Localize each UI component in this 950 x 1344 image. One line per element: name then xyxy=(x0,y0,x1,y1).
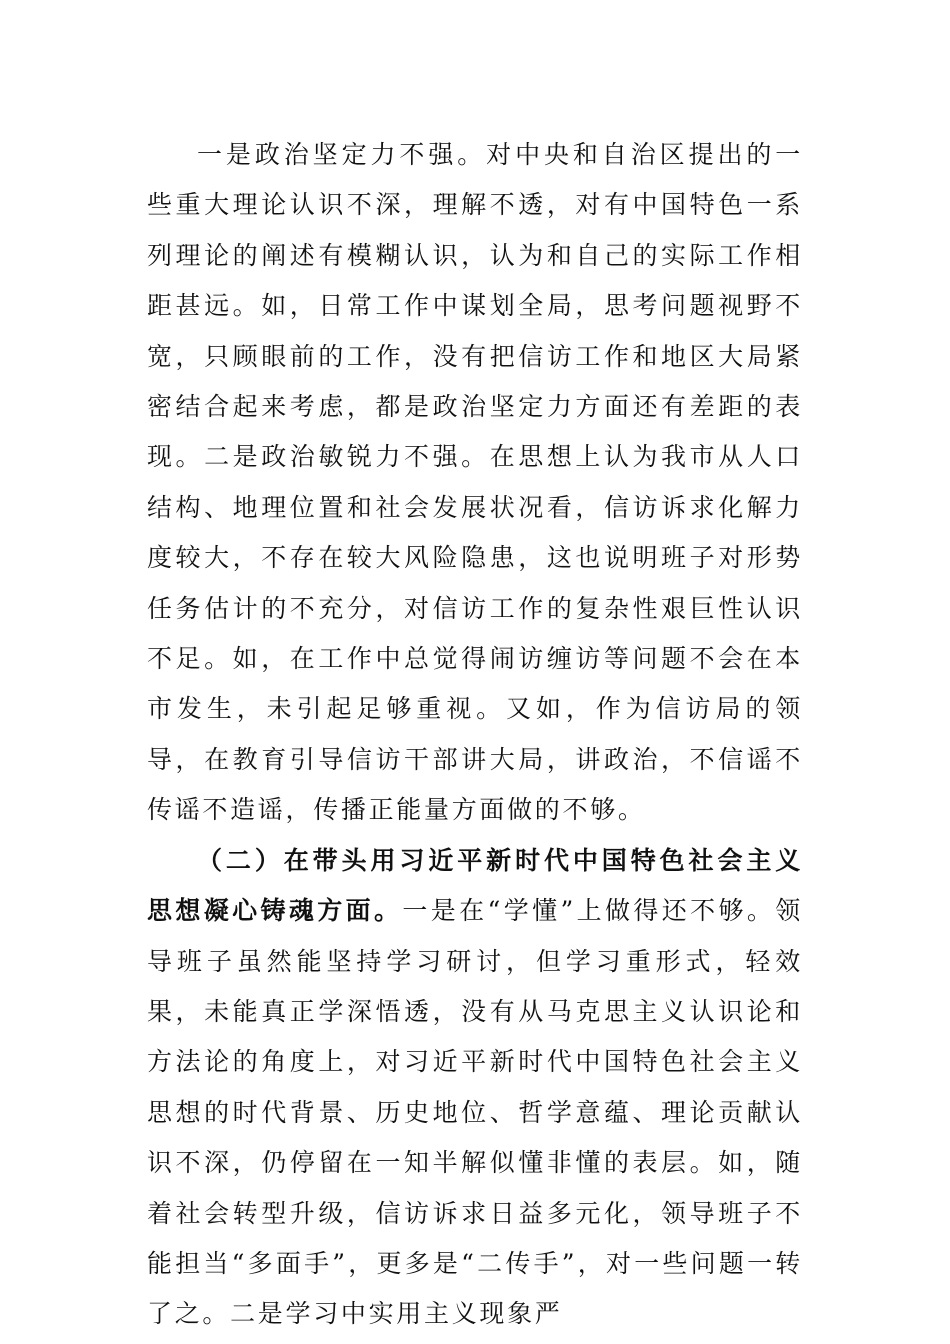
section-heading: （二）在带头用习近平新时代中国特色社会主义思想凝心铸魂方面。 xyxy=(147,845,803,926)
paragraph-1-text: 一是政治坚定力不强。对中央和自治区提出的一些重大理论认识不深，理解不透，对有中国特色一系列理论的阐述有模糊认识，认为和自己的实际工作相距甚远。如，日常工作中谋划全局，思考问题视野不宽，只顾眼前的工作，没有把信访工作和地区大局紧密结合起来考虑，都是政治坚定力方面还有差距的表现。二是政治敏锐力不强。在思想上认为我市从人口结构、地理位置和社会发展状况看，信访诉求化解力度较大，不存在较大风险隐患，这也说明班子对形势任务估计的不充分，对信访工作的复杂性艰巨性认识不足。如，在工作中总觉得闹访缠访等问题不会在本市发生，未引起足够重视。又如，作为信访局的领导，在教育引导信访干部讲大局，讲政治，不信谣不传谣不造谣，传播正能量方面做的不够。 xyxy=(147,140,803,825)
paragraph-2-text: 一是在“学懂”上做得还不够。领导班子虽然能坚持学习研讨，但学习重形式，轻效果，未能真正学深悟透，没有从马克思主义认识论和方法论的角度上，对习近平新时代中国特色社会主义思想的时代背景、历史地位、哲学意蕴、理论贡献认识不深，仍停留在一知半解似懂非懂的表层。如，随着社会转型升级，信访诉求日益多元化，领导班子不能担当“多面手”，更多是“二传手”，对一些问题一转了之。二是学习中实用主义现象严 xyxy=(147,896,803,1329)
paragraph-section-two xyxy=(147,836,803,1340)
body-text xyxy=(147,130,803,1340)
paragraph-political-firmness xyxy=(147,130,803,836)
